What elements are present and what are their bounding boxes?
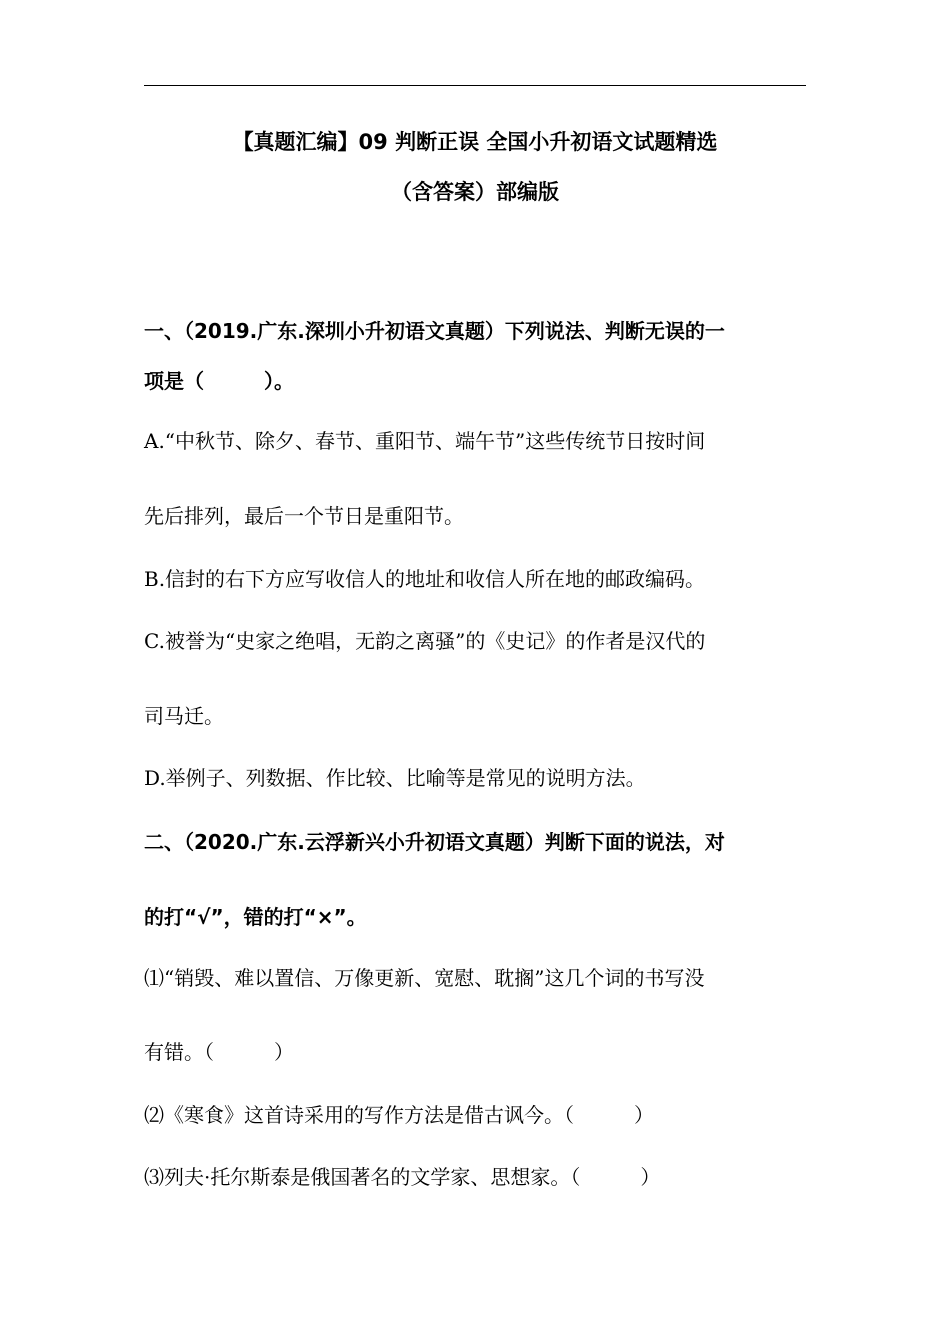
item-2: ⑵《寒食》这首诗采用的写作方法是借古讽今。（ ） xyxy=(144,1103,654,1127)
option-d: D.举例子、列数据、作比较、比喻等是常见的说明方法。 xyxy=(144,766,646,790)
question-1-stem-line-1: 一、（2019.广东.深圳小升初语文真题）下列说法、判断无误的一 xyxy=(144,319,725,343)
item-1-line-2: 有错。（ ） xyxy=(144,1040,294,1064)
document-title-line-2: （含答案）部编版 xyxy=(391,180,559,204)
item-1-line-1: ⑴“销毁、难以置信、万像更新、宽慰、耽搁”这几个词的书写没 xyxy=(144,966,705,990)
option-b: B.信封的右下方应写收信人的地址和收信人所在地的邮政编码。 xyxy=(144,567,706,591)
header-rule xyxy=(144,85,806,86)
option-a-line-1: A.“中秋节、除夕、春节、重阳节、端午节”这些传统节日按时间 xyxy=(144,429,706,453)
question-1-stem-line-2: 项是（ ）。 xyxy=(144,369,294,393)
option-a-line-2: 先后排列，最后一个节日是重阳节。 xyxy=(144,504,464,528)
option-c-line-1: C.被誉为“史家之绝唱，无韵之离骚”的《史记》的作者是汉代的 xyxy=(144,629,706,653)
item-3: ⑶列夫·托尔斯泰是俄国著名的文学家、思想家。（ ） xyxy=(144,1165,661,1189)
option-c-line-2: 司马迁。 xyxy=(144,704,224,728)
question-2-stem-line-2: 的打“√”，错的打“×”。 xyxy=(144,905,367,929)
question-2-stem-line-1: 二、（2020.广东.云浮新兴小升初语文真题）判断下面的说法，对 xyxy=(144,830,725,854)
document-title-line-1: 【真题汇编】09 判断正误 全国小升初语文试题精选 xyxy=(232,130,718,154)
